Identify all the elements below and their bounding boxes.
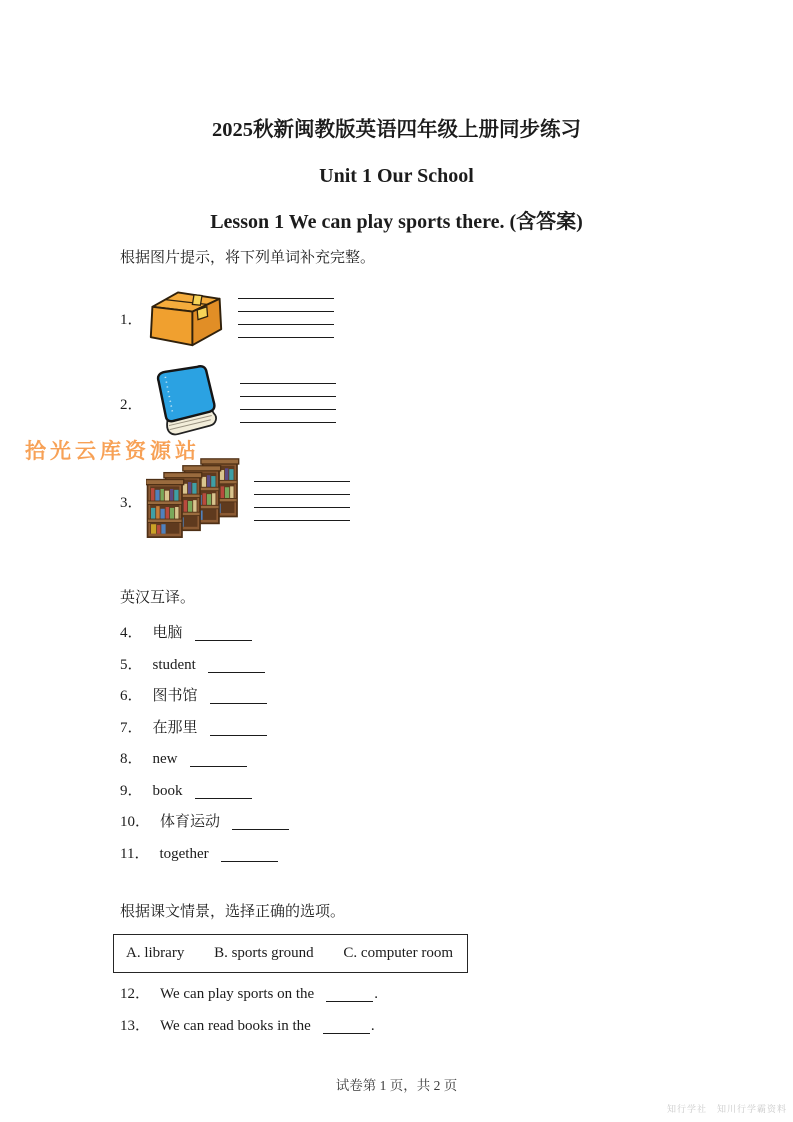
question-10-answer-blank <box>232 815 289 830</box>
question-10-prompt: 体育运动 <box>160 814 221 830</box>
question-12 <box>120 979 683 1011</box>
blue-book-image <box>146 364 228 442</box>
question-13-period: . <box>370 1017 375 1034</box>
options-box <box>113 934 468 973</box>
worksheet-body <box>120 248 683 1042</box>
choice-list <box>120 979 683 1042</box>
bookshelves-image <box>146 458 242 544</box>
option-c: C. computer room <box>343 945 453 961</box>
question-7-answer-blank <box>210 721 267 736</box>
page-footer: 试卷第 1 页，共 2 页 <box>335 1078 458 1093</box>
question-3-row <box>120 458 683 544</box>
question-1-number: 1． <box>120 311 143 328</box>
question-9-answer-blank <box>195 784 252 799</box>
question-6-prompt: 图书馆 <box>152 688 198 704</box>
question-2-number: 2． <box>120 396 143 413</box>
question-1-answer-lines <box>238 298 334 338</box>
question-12-number: 12． <box>120 986 151 1002</box>
option-a: A. library <box>126 945 185 961</box>
translation-instruction: 英汉互译。 <box>120 590 196 606</box>
question-9 <box>120 776 683 808</box>
choice-instruction: 根据课文情景，选择正确的选项。 <box>120 904 346 920</box>
option-b: B. sports ground <box>214 945 314 961</box>
question-13-answer-blank <box>323 1019 370 1034</box>
question-3-number: 3． <box>120 494 143 511</box>
question-10-number: 10． <box>120 814 151 830</box>
question-8-number: 8． <box>120 751 143 767</box>
worksheet-header <box>0 0 793 234</box>
question-7 <box>120 713 683 745</box>
question-12-text: We can play sports on the <box>160 986 315 1002</box>
question-12-answer-blank <box>326 987 373 1002</box>
lesson-title: Lesson 1 We can play sports there. (含答案) <box>210 211 583 233</box>
page-title: 2025秋新闽教版英语四年级上册同步练习 <box>212 119 581 141</box>
question-2-answer-lines <box>240 383 336 423</box>
question-12-period: . <box>374 986 378 1002</box>
fill-words-instruction: 根据图片提示，将下列单词补充完整。 <box>120 250 376 266</box>
question-13 <box>120 1011 683 1043</box>
question-11-number: 11． <box>120 845 150 862</box>
question-13-text: We can read books in the <box>160 1017 311 1034</box>
unit-title: Unit 1 Our School <box>319 165 474 187</box>
question-3-answer-lines <box>254 481 350 521</box>
question-6-number: 6． <box>120 688 143 704</box>
question-6-answer-blank <box>210 689 267 704</box>
options-box-wrap <box>120 934 683 973</box>
question-5-answer-blank <box>208 658 265 673</box>
question-9-prompt: book <box>152 782 183 799</box>
question-13-number: 13． <box>120 1017 151 1034</box>
question-5-number: 5． <box>120 656 143 673</box>
question-6 <box>120 681 683 713</box>
question-4-prompt: 电脑 <box>152 625 183 641</box>
site-watermark: 拾光云库资源站 <box>25 440 200 463</box>
question-5-prompt: student <box>152 656 196 673</box>
cardboard-box-image <box>146 286 226 350</box>
question-4 <box>120 618 683 650</box>
question-2-row <box>120 364 683 442</box>
question-10 <box>120 807 683 839</box>
question-1-row <box>120 286 683 350</box>
question-9-number: 9． <box>120 782 143 799</box>
question-7-number: 7． <box>120 719 143 736</box>
question-4-number: 4． <box>120 625 143 641</box>
question-4-answer-blank <box>195 626 252 641</box>
question-8 <box>120 744 683 776</box>
question-7-prompt: 在那里 <box>152 719 198 736</box>
question-11 <box>120 839 683 871</box>
translation-list <box>120 618 683 870</box>
question-8-answer-blank <box>190 752 247 767</box>
corner-watermark: 知行学社 知川行学霸资料 <box>666 1104 787 1114</box>
question-5 <box>120 650 683 682</box>
question-11-answer-blank <box>221 847 278 862</box>
question-8-prompt: new <box>152 751 178 767</box>
question-11-prompt: together <box>159 845 209 862</box>
